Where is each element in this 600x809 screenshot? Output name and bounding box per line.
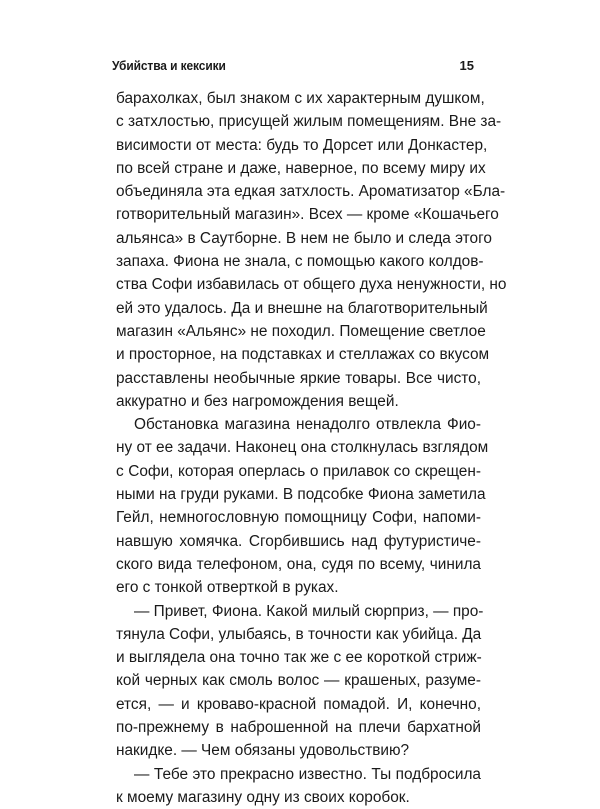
- page-number: 15: [459, 58, 474, 73]
- text-line: магазин «Альянс» не походил. Помещение светлое: [116, 322, 486, 340]
- text-line: с затхлостью, присущей жилым помещениям. Вне за-: [116, 113, 502, 131]
- text-line: ными на груди руками. В подсобке Фиона заметила: [116, 486, 486, 504]
- text-line: к моему магазину одну из своих коробок.: [116, 788, 410, 806]
- text-line: запаха. Фиона не знала, с помощью какого колдов-: [116, 253, 484, 271]
- text-line: аккуратно и без нагромождения вещей.: [116, 392, 399, 410]
- text-line: Гейл, немногословную помощницу Софи, напоми-: [116, 509, 481, 527]
- text-line: готворительный магазин». Всех — кроме «Кошачьего: [116, 206, 499, 224]
- text-line: накидке. — Чем обязаны удовольствию?: [116, 742, 410, 760]
- text-line: ну от ее задачи. Наконец она столкнулась взглядом: [116, 439, 489, 457]
- text-line: с Софи, которая оперлась о прилавок со скрещен-: [116, 462, 481, 480]
- text-line: альянса» в Саутборне. В нем не было и следа этого: [116, 229, 492, 247]
- text-line: навшую хомячка. Сгорбившись над футуристиче-: [116, 532, 481, 550]
- paragraph: [116, 763, 481, 809]
- text-line: — Тебе это прекрасно известно. Ты подбросила: [134, 765, 481, 783]
- running-title: Убийства и кексики: [112, 58, 226, 73]
- text-line: висимости от места: будь то Дорсет или Донкастер,: [116, 136, 488, 154]
- text-line: тянула Софи, улыбаясь, в точности как убийца. Да: [116, 625, 482, 643]
- text-line: по-прежнему в наброшенной на плечи бархатной: [116, 719, 481, 737]
- text-line: его с тонкой отверткой в руках.: [116, 579, 339, 597]
- running-head: [112, 58, 486, 78]
- text-line: и просторное, на подставках и стеллажах со вкусом: [116, 346, 490, 364]
- text-line: ей это удалось. Да и внешне на благотворительный: [116, 299, 488, 317]
- text-line: расставлены необычные яркие товары. Все чисто,: [116, 369, 481, 387]
- text-line: и выглядела она точно так же с ее короткой стриж-: [116, 649, 482, 667]
- text-line: ства Софи избавилась от общего духа ненужности, но: [116, 276, 507, 294]
- text-line: ского вида телефоном, она, судя по всему, чинила: [116, 555, 481, 573]
- text-line: — Привет, Фиона. Какой милый сюрприз, — про-: [134, 602, 484, 620]
- paragraph: [116, 600, 484, 763]
- body-text: [116, 87, 507, 809]
- text-line: кой черных как смоль волос — крашеных, разуме-: [116, 672, 481, 690]
- text-line: объединяла эта едкая затхлость. Ароматизатор «Бла-: [116, 183, 506, 201]
- paragraph: [116, 87, 507, 413]
- paragraph: [116, 413, 489, 599]
- text-line: ется, — и кроваво-красной помадой. И, конечно,: [116, 695, 481, 713]
- text-line: барахолках, был знаком с их характерным душком,: [116, 90, 485, 107]
- text-line: Обстановка магазина ненадолго отвлекла Фио-: [134, 416, 481, 434]
- text-line: по всей стране и даже, наверное, по всему миру их: [116, 159, 486, 177]
